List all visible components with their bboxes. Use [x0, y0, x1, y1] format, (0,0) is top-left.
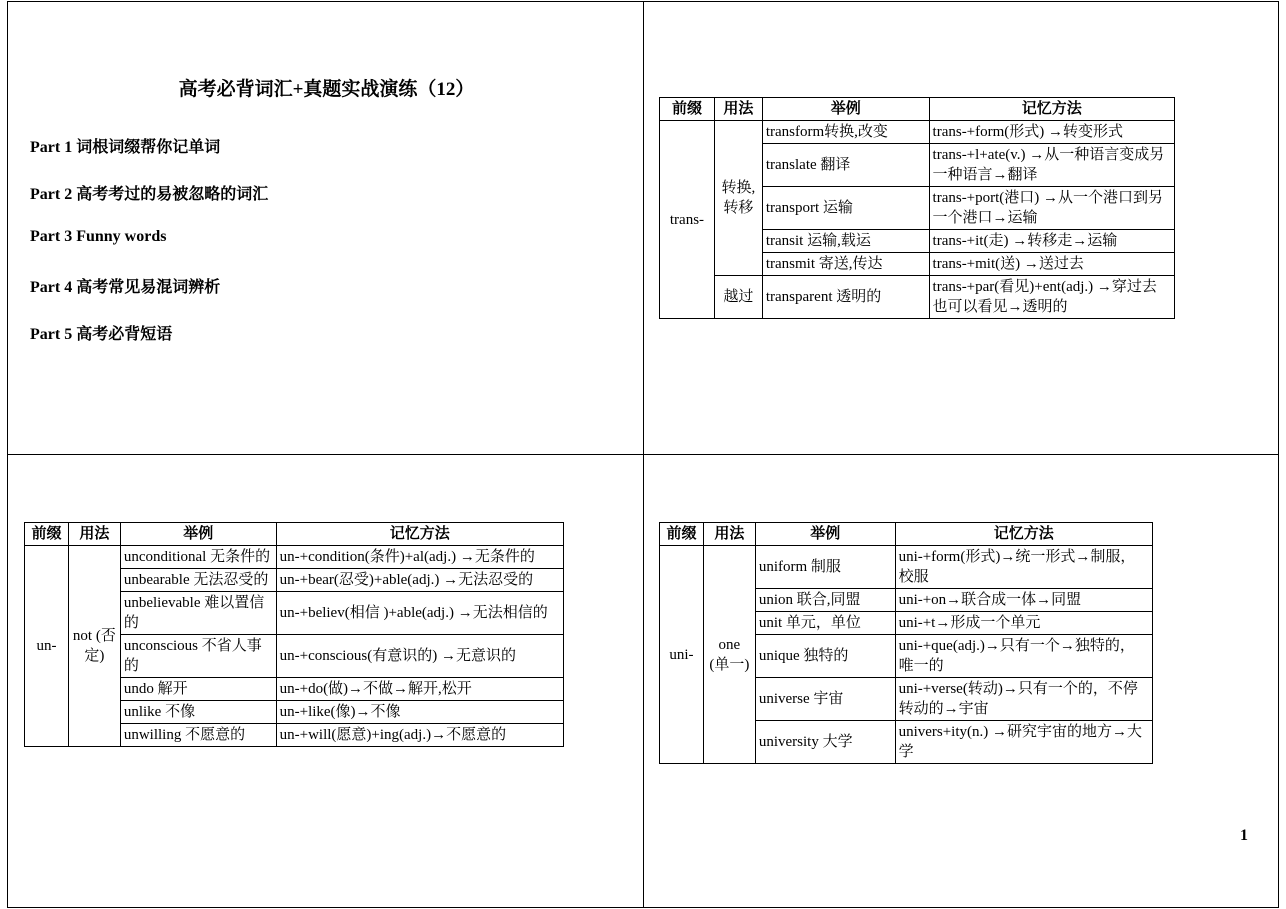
header-example: 举例 — [120, 523, 276, 546]
memory-cell: un-+conscious(有意识的) →无意识的 — [276, 635, 563, 678]
memory-cell: uni-+que(adj.)→只有一个→独特的，唯一的 — [895, 635, 1152, 678]
example-cell: transit 运输,载运 — [762, 230, 929, 253]
example-cell: undo 解开 — [120, 678, 276, 701]
prefix-cell: trans- — [660, 121, 715, 319]
example-cell: universe 宇宙 — [755, 678, 895, 721]
memory-cell: un-+like(像)→不像 — [276, 701, 563, 724]
table-header-row — [660, 523, 1153, 546]
memory-cell: un-+do(做)→不做→解开,松开 — [276, 678, 563, 701]
example-cell: unconscious 不省人事的 — [120, 635, 276, 678]
memory-cell: trans-+l+ate(v.) →从一种语言变成另一种语言→翻译 — [929, 144, 1174, 187]
trans-table — [659, 97, 1175, 319]
table-row — [25, 546, 564, 569]
example-cell: unwilling 不愿意的 — [120, 724, 276, 747]
memory-cell: uni-+verse(转动)→只有一个的，不停转动的→宇宙 — [895, 678, 1152, 721]
memory-cell: uni-+on→联合成一体→同盟 — [895, 589, 1152, 612]
header-prefix: 前缀 — [660, 98, 715, 121]
usage-cell: not (否定) — [68, 546, 120, 747]
part-2: Part 2 高考考过的易被忽略的词汇 — [30, 186, 269, 203]
header-prefix: 前缀 — [25, 523, 69, 546]
example-cell: unlike 不像 — [120, 701, 276, 724]
uni-table — [659, 522, 1153, 764]
prefix-cell: un- — [25, 546, 69, 747]
table-row — [660, 276, 1175, 319]
memory-cell: univers+ity(n.) →研究宇宙的地方→大学 — [895, 721, 1152, 764]
memory-cell: un-+bear(忍受)+able(adj.) →无法忍受的 — [276, 569, 563, 592]
page-number: 1 — [1240, 827, 1248, 844]
memory-cell: uni-+t→形成一个单元 — [895, 612, 1152, 635]
table-row — [660, 546, 1153, 589]
example-cell: union 联合,同盟 — [755, 589, 895, 612]
memory-cell: trans-+it(走) →转移走→运输 — [929, 230, 1174, 253]
memory-cell: trans-+mit(送) →送过去 — [929, 253, 1174, 276]
example-cell: translate 翻译 — [762, 144, 929, 187]
part-4: Part 4 高考常见易混词辨析 — [30, 279, 221, 296]
page-title: 高考必背词汇+真题实战演练（12） — [178, 79, 475, 100]
example-cell: transmit 寄送,传达 — [762, 253, 929, 276]
part-1: Part 1 词根词缀帮你记单词 — [30, 139, 221, 156]
header-usage: 用法 — [703, 523, 755, 546]
prefix-cell: uni- — [660, 546, 704, 764]
table-header-row — [660, 98, 1175, 121]
memory-cell: un-+condition(条件)+al(adj.) →无条件的 — [276, 546, 563, 569]
header-memory: 记忆方法 — [276, 523, 563, 546]
header-usage: 用法 — [714, 98, 762, 121]
example-cell: unit 单元，单位 — [755, 612, 895, 635]
example-cell: unique 独特的 — [755, 635, 895, 678]
table-header-row — [25, 523, 564, 546]
slide-title-page — [7, 1, 644, 455]
usage-cell: one (单一) — [703, 546, 755, 764]
example-cell: transparent 透明的 — [762, 276, 929, 319]
example-cell: unbelievable 难以置信的 — [120, 592, 276, 635]
example-cell: transport 运输 — [762, 187, 929, 230]
example-cell: unconditional 无条件的 — [120, 546, 276, 569]
example-cell: university 大学 — [755, 721, 895, 764]
memory-cell: un-+will(愿意)+ing(adj.)→不愿意的 — [276, 724, 563, 747]
header-example: 举例 — [762, 98, 929, 121]
slide-uni-prefix — [643, 454, 1279, 908]
usage-cell: 越过 — [714, 276, 762, 319]
usage-cell: 转换,转移 — [714, 121, 762, 276]
un-table — [24, 522, 564, 747]
example-cell: uniform 制服 — [755, 546, 895, 589]
memory-cell: uni-+form(形式)→统一形式→制服，校服 — [895, 546, 1152, 589]
header-usage: 用法 — [68, 523, 120, 546]
header-example: 举例 — [755, 523, 895, 546]
slide-trans-prefix — [643, 1, 1279, 455]
memory-cell: trans-+port(港口) →从一个港口到另一个港口→运输 — [929, 187, 1174, 230]
header-memory: 记忆方法 — [895, 523, 1152, 546]
example-cell: unbearable 无法忍受的 — [120, 569, 276, 592]
memory-cell: trans-+par(看见)+ent(adj.) →穿过去也可以看见→透明的 — [929, 276, 1174, 319]
header-memory: 记忆方法 — [929, 98, 1174, 121]
memory-cell: trans-+form(形式) →转变形式 — [929, 121, 1174, 144]
table-row — [660, 121, 1175, 144]
slide-un-prefix — [7, 454, 644, 908]
part-5: Part 5 高考必背短语 — [30, 326, 173, 343]
memory-cell: un-+believ(相信 )+able(adj.) →无法相信的 — [276, 592, 563, 635]
part-3: Part 3 Funny words — [30, 228, 167, 245]
example-cell: transform转换,改变 — [762, 121, 929, 144]
header-prefix: 前缀 — [660, 523, 704, 546]
